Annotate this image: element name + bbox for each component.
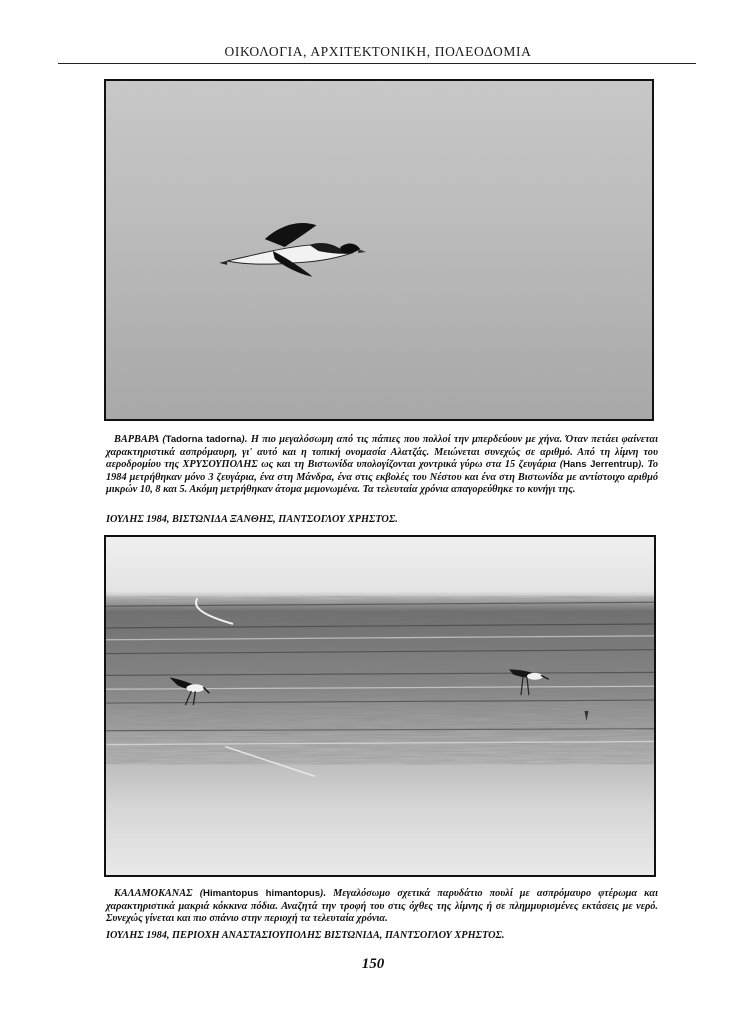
stilt-photo-credit: ΙΟΥΛΗΣ 1984, ΠΕΡΙΟΧΗ ΑΝΑΣΤΑΣΙΟΥΠΟΛΗΣ ΒΙΣΤΩΝΙΔΑ, ΠΑΝΤΣΟΓΛΟΥ ΧΡΗΣΤΟΣ.	[106, 930, 505, 941]
caption-species-name: ΒΑΡΒΑΡΑ (	[114, 434, 166, 445]
shelduck-photo	[104, 79, 654, 421]
shelduck-photo-credit: ΙΟΥΛΗΣ 1984, ΒΙΣΤΩΝΙΔΑ ΞΑΝΘΗΣ, ΠΑΝΤΣΟΓΛΟΥ ΧΡΗΣΤΟΣ.	[106, 514, 398, 525]
caption-text: ). Μεγαλόσωμο σχετικά παρυδάτιο πουλί με ασπρόμαυρο φτέρωμα και χαρακτηριστικά μακριά κόκκινα πόδια. Αναζητά την τροφή του στις όχθες της λίμνης ή σε πλημμυρισμένες εκτάσεις με νερό. Συνεχώς γίνεται και πιο σπάνιο στην περιοχή τα τελευταία χρόνια.	[106, 888, 658, 925]
stilt-photo-image	[106, 537, 654, 875]
shelduck-photo-image	[106, 81, 652, 419]
caption-source-name: Hans Jerrentrup	[563, 459, 639, 471]
page-number: 150	[361, 956, 385, 972]
caption-latin-name: Himantopus himantopus	[203, 888, 321, 899]
header-rule	[58, 63, 696, 64]
caption-latin-name: Tadorna tadorna	[165, 434, 242, 445]
stilt-caption	[106, 888, 658, 926]
caption-text-continued: ). Το 1984 μετρήθηκαν μόνο 3 ζευγάρια, ένα στη Μάνδρα, ένα στις εκβολές του Νέστου και ένα στη Βιστωνίδα με αντίστοιχο αριθμό μικρών 10, 8 και 5. Ακόμη μετρήθηκαν άτομα μεμονωμένα. Τα τελευταία χρόνια απαγορεύθηκε το κυνήγι της.	[106, 459, 658, 496]
stilt-photo	[104, 535, 656, 877]
running-header: ΟΙΚΟΛΟΓΙΑ, ΑΡΧΙΤΕΚΤΟΝΙΚΗ, ΠΟΛΕΟΔΟΜΙΑ	[224, 44, 532, 59]
caption-species-name: ΚΑΛΑΜΟΚΑΝΑΣ (	[114, 888, 204, 899]
caption-text: ). Η πιο μεγαλόσωμη από τις πάπιες που πολλοί την μπερδεύουν με χήνα. Όταν πετάει φαίνεται χαρακτηριστικά ασπρόμαυρη, γι' αυτό και η τοπική ονομασία Αλατζάς. Μειώνεται συνεχώς σε αριθμό. Από τη λίμνη του αεροδρομίου της ΧΡΥΣΟΥΠΟΛΗΣ ως και τη Βιστωνίδα υπολογίζονται χοντρικά γύρω στα 15 ζευγάρια (	[106, 434, 658, 471]
shelduck-caption	[106, 434, 658, 497]
